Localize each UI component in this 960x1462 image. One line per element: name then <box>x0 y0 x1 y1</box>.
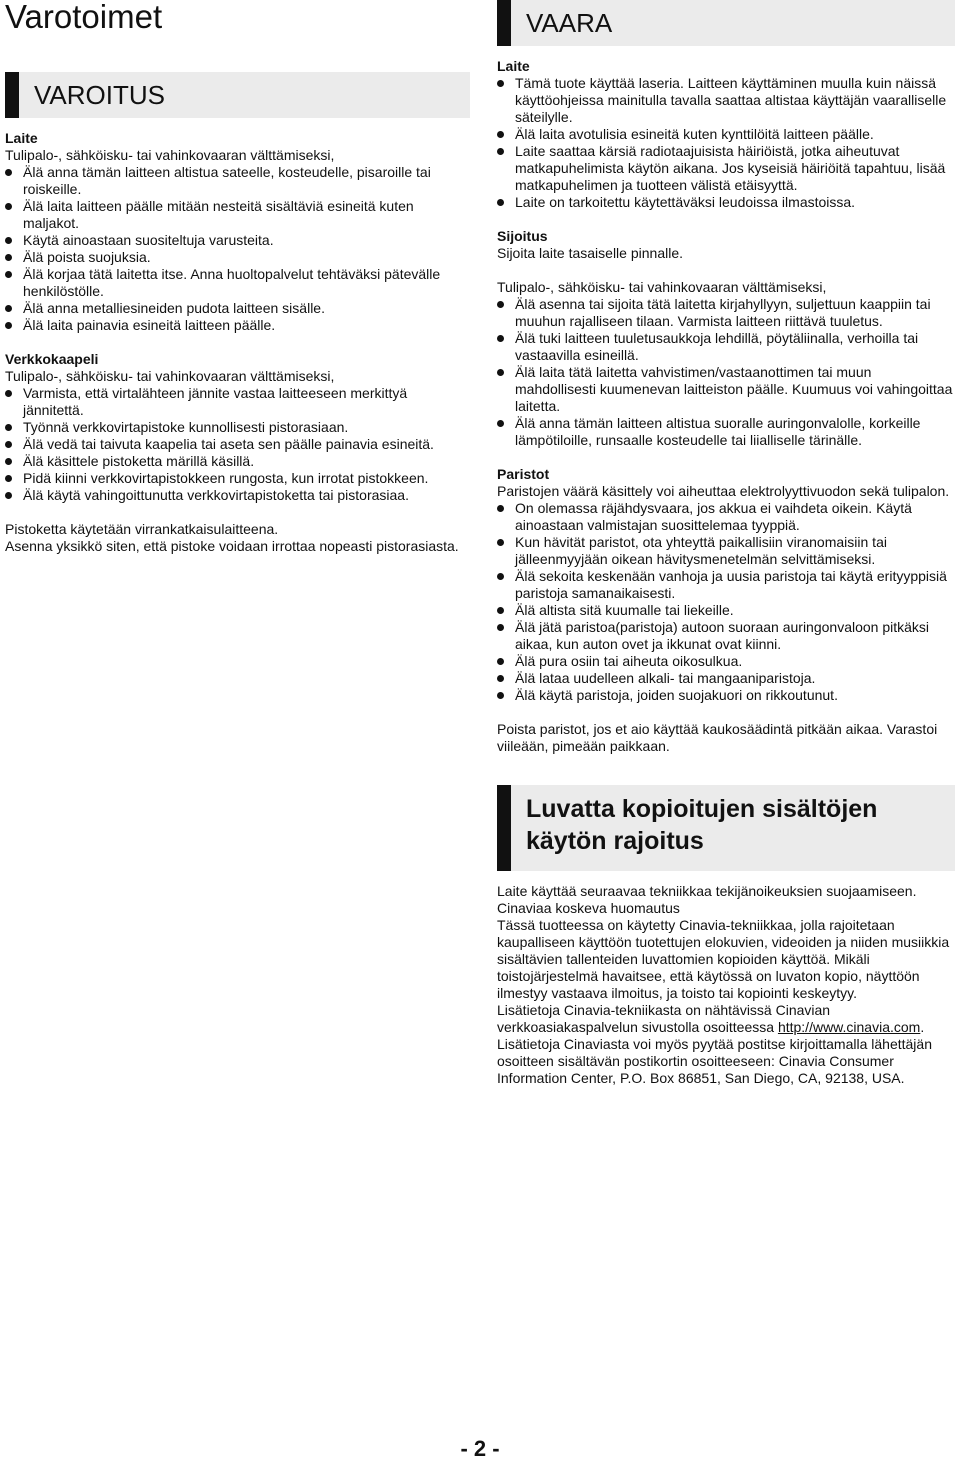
list-item <box>5 419 470 436</box>
list-item-text: Älä käytä paristoja, joiden suojakuori on rikkoutunut. <box>515 687 838 703</box>
list-item-text: Tämä tuote käyttää laseria. Laitteen käyttäminen muulla kuin näissä käyttöohjeissa mainitulla tavalla saattaa altistaa käyttäjän vaaralliselle säteilylle. <box>515 75 947 125</box>
list-item <box>497 415 955 449</box>
banner-title: VAROITUS <box>34 80 165 110</box>
section-heading: Laite <box>5 130 38 146</box>
list-item <box>5 436 470 453</box>
banner-title <box>526 793 877 857</box>
bullet-icon <box>5 458 12 465</box>
bullet-icon <box>5 322 12 329</box>
list-item-text: Pidä kiinni verkkovirtapistokkeen rungosta, kun irrotat pistokkeen. <box>23 470 429 486</box>
list-item-text: On olemassa räjähdysvaara, jos akkua ei vaihdeta oikein. Käytä ainoastaan valmistajan suosittelemaa tyyppiä. <box>515 500 912 533</box>
list-item <box>497 364 955 415</box>
banner-title-line: käytön rajoitus <box>526 827 704 855</box>
note-text: Pistoketta käytetään virrankatkaisulaitteena. <box>5 521 279 537</box>
list-item <box>497 296 955 330</box>
list-item <box>5 453 470 470</box>
section-sijoitus <box>497 228 955 449</box>
section-intro: Tulipalo-, sähköisku- tai vahinkovaaran välttämiseksi, <box>497 279 827 295</box>
list-item <box>497 670 955 687</box>
list-item <box>5 232 470 249</box>
list-item <box>497 534 955 568</box>
bullet-icon <box>497 80 504 87</box>
list-item <box>497 619 955 653</box>
bullet-icon <box>5 254 12 261</box>
section-heading: Verkkokaapeli <box>5 351 99 367</box>
bullet-icon <box>497 573 504 580</box>
vaara-banner <box>497 0 955 46</box>
list-item <box>5 487 470 504</box>
section-note: Poista paristot, jos et aio käyttää kaukosäädintä pitkään aikaa. Varastoi viileään, pimeään paikkaan. <box>497 721 938 754</box>
more-info-text: Lisätietoja Cinavia-tekniikasta on nähtävissä Cinavian verkkoasiakaspalvelun sivustolla osoitteessa <box>497 1002 831 1035</box>
list-item <box>497 143 955 194</box>
bullet-icon <box>5 492 12 499</box>
list-item-text: Älä tuki laitteen tuuletusaukkoja lehdillä, pöytäliinalla, verhoilla tai vastaavilla esineillä. <box>515 330 919 363</box>
list-item <box>5 266 470 300</box>
list-item-text: Älä laita laitteen päälle mitään nesteitä sisältäviä esineitä kuten maljakot. <box>23 198 414 231</box>
bullet-icon <box>5 203 12 210</box>
bullet-icon <box>497 420 504 427</box>
list-item <box>497 194 955 211</box>
list-item <box>497 602 955 619</box>
list-item <box>5 317 470 334</box>
bullet-icon <box>497 675 504 682</box>
bullet-icon <box>5 271 12 278</box>
section-paristot <box>497 466 955 755</box>
bullet-icon <box>5 475 12 482</box>
list-item-text: Älä korjaa tätä laitetta itse. Anna huoltopalvelut tehtäväksi pätevälle henkilöstölle. <box>23 266 441 299</box>
bullet-list <box>5 385 470 504</box>
list-item-text: Älä laita painavia esineitä laitteen päälle. <box>23 317 276 333</box>
page-number: - 2 - <box>460 1436 500 1461</box>
banner-bar <box>497 0 511 46</box>
bullet-icon <box>497 369 504 376</box>
section-intro: Tulipalo-, sähköisku- tai vahinkovaaran välttämiseksi, <box>5 147 335 163</box>
section-laite <box>5 130 470 334</box>
bullet-icon <box>497 505 504 512</box>
list-item <box>497 75 955 126</box>
bullet-icon <box>497 658 504 665</box>
varoitus-banner <box>5 72 470 118</box>
bullet-icon <box>5 237 12 244</box>
list-item-text: Älä käytä vahingoittunutta verkkovirtapistoketta tai pistorasiaa. <box>23 487 409 503</box>
list-item-text: Älä anna tämän laitteen altistua suoralle auringonvalolle, korkeille lämpötiloille, runsaalle kosteudelle tai liialliselle tärinälle. <box>515 415 921 448</box>
bullet-icon <box>5 305 12 312</box>
banner-title-line: Luvatta kopioitujen sisältöjen <box>526 795 878 823</box>
section-intro: Tulipalo-, sähköisku- tai vahinkovaaran välttämiseksi, <box>5 368 335 384</box>
list-item-text: Älä pura osiin tai aiheuta oikosulkua. <box>515 653 743 669</box>
section-heading: Paristot <box>497 466 550 482</box>
list-item-text: Työnnä verkkovirtapistoke kunnollisesti pistorasiaan. <box>23 419 349 435</box>
bullet-icon <box>497 131 504 138</box>
bullet-icon <box>497 692 504 699</box>
bullet-icon <box>5 169 12 176</box>
bullet-list <box>497 500 955 704</box>
list-item-text: Älä laita avotulisia esineitä kuten kynttilöitä laitteen päälle. <box>515 126 874 142</box>
list-item <box>5 300 470 317</box>
bullet-icon <box>497 148 504 155</box>
list-item <box>497 330 955 364</box>
list-item-text: Älä poista suojuksia. <box>23 249 151 265</box>
list-item-text: Älä käsittele pistoketta märillä käsillä. <box>23 453 255 469</box>
list-item-text: Käytä ainoastaan suositeltuja varusteita. <box>23 232 274 248</box>
bullet-icon <box>5 390 12 397</box>
list-item <box>5 470 470 487</box>
list-item <box>5 164 470 198</box>
bullet-icon <box>497 301 504 308</box>
section-text: Sijoita laite tasaiselle pinnalle. <box>497 245 683 261</box>
right-column <box>497 0 955 1087</box>
left-column <box>5 0 470 555</box>
bullet-icon <box>497 199 504 206</box>
bullet-icon <box>497 335 504 342</box>
list-item-text: Älä lataa uudelleen alkali- tai mangaaniparistoja. <box>515 670 816 686</box>
bullet-list <box>5 164 470 334</box>
section-heading: Sijoitus <box>497 228 548 244</box>
section-laite <box>497 58 955 211</box>
list-item <box>497 687 955 704</box>
bullet-list <box>497 75 955 211</box>
page-title: Varotoimet <box>5 0 163 35</box>
list-item <box>497 126 955 143</box>
list-item-text: Älä sekoita keskenään vanhoja ja uusia paristoja tai käytä erityyppisiä paristoja samanaikaisesti. <box>515 568 947 601</box>
bullet-icon <box>5 424 12 431</box>
bullet-icon <box>497 607 504 614</box>
list-item-text: Älä jätä paristoa(paristoja) autoon suoraan auringonvaloon pitkäksi aikaa, kun auton ovet ja ikkunat ovat kiinni. <box>515 619 930 652</box>
list-item <box>497 500 955 534</box>
more-info-text: . Lisätietoja Cinaviasta voi myös pyytää postitse kirjoittamalla lähettäjän osoitteen sisältävän postikortin osoitteeseen: Cinavia Consumer Information Center, P.O. Box 86851, San Diego, CA, 92138, USA. <box>497 1019 932 1086</box>
list-item <box>5 249 470 266</box>
list-item-text: Älä laita tätä laitetta vahvistimen/vastaanottimen tai muun mahdollisesti kuumenevan laitteiston päälle. Kuumuus voi vahingoittaa laitetta. <box>515 364 953 414</box>
list-item-text: Älä anna metalliesineiden pudota laitteen sisälle. <box>23 300 325 316</box>
cinavia-more-info <box>497 1002 955 1087</box>
luvatta-banner <box>497 785 955 871</box>
list-item-text: Laite on tarkoitettu käytettäväksi leudoissa ilmastoissa. <box>515 194 856 210</box>
section-luvatta <box>497 883 955 1087</box>
cinavia-link[interactable]: http://www.cinavia.com <box>777 1019 921 1035</box>
cinavia-text: Tässä tuotteessa on käytetty Cinavia-tekniikkaa, jolla rajoitetaan kaupalliseen käyttöön tuotettujen elokuvien, videoiden ja niiden musiikkia sisältävien tallenteiden luvattomien kopioiden käyttöä. Mikäli toistojärjestelmä havaitsee, että käytössä on luvaton kopio, näyttöön ilmestyy vastaava ilmoitus, ja toisto tai kopiointi keskeytyy. <box>497 917 950 1001</box>
list-item <box>497 568 955 602</box>
list-item-text: Älä vedä tai taivuta kaapelia tai aseta sen päälle painavia esineitä. <box>23 436 434 452</box>
cinavia-heading: Cinaviaa koskeva huomautus <box>497 900 680 916</box>
bullet-icon <box>497 539 504 546</box>
section-verkkokaapeli <box>5 351 470 504</box>
bullet-icon <box>5 441 12 448</box>
section-intro: Laite käyttää seuraavaa tekniikkaa tekijänoikeuksien suojaamiseen. <box>497 883 917 899</box>
list-item-text: Kun hävität paristot, ota yhteyttä paikallisiin viranomaisiin tai jälleenmyyjään oikean hävitysmenetelmän selvittämiseksi. <box>515 534 887 567</box>
note-text: Asenna yksikkö siten, että pistoke voidaan irrottaa nopeasti pistorasiasta. <box>5 538 459 554</box>
banner-bar <box>497 785 511 871</box>
banner-title: VAARA <box>526 8 613 38</box>
list-item-text: Älä anna tämän laitteen altistua sateelle, kosteudelle, pisaroille tai roiskeille. <box>23 164 431 197</box>
list-item <box>497 653 955 670</box>
bullet-list <box>497 296 955 449</box>
section-heading: Laite <box>497 58 530 74</box>
list-item-text: Laite saattaa kärsiä radiotaajuisista häiriöistä, jotka aiheutuvat matkapuhelimista käytön aikana. Jos kyseisiä häiriöitä tapahtuu, lisää matkapuhelimen ja tuotteen välistä etäisyyttä. <box>515 143 946 193</box>
section-intro: Paristojen väärä käsittely voi aiheuttaa elektrolyyttivuodon sekä tulipalon. <box>497 483 950 499</box>
list-item-text: Varmista, että virtalähteen jännite vastaa laitteeseen merkittyä jännitettä. <box>23 385 408 418</box>
banner-bar <box>5 72 19 118</box>
list-item <box>5 385 470 419</box>
list-item-text: Älä altista sitä kuumalle tai liekeille. <box>515 602 734 618</box>
list-item-text: Älä asenna tai sijoita tätä laitetta kirjahyllyyn, suljettuun kaappiin tai muuhun rajalliseen tilaan. Varmista laitteen riittävä tuuletus. <box>515 296 931 329</box>
list-item <box>5 198 470 232</box>
bullet-icon <box>497 624 504 631</box>
